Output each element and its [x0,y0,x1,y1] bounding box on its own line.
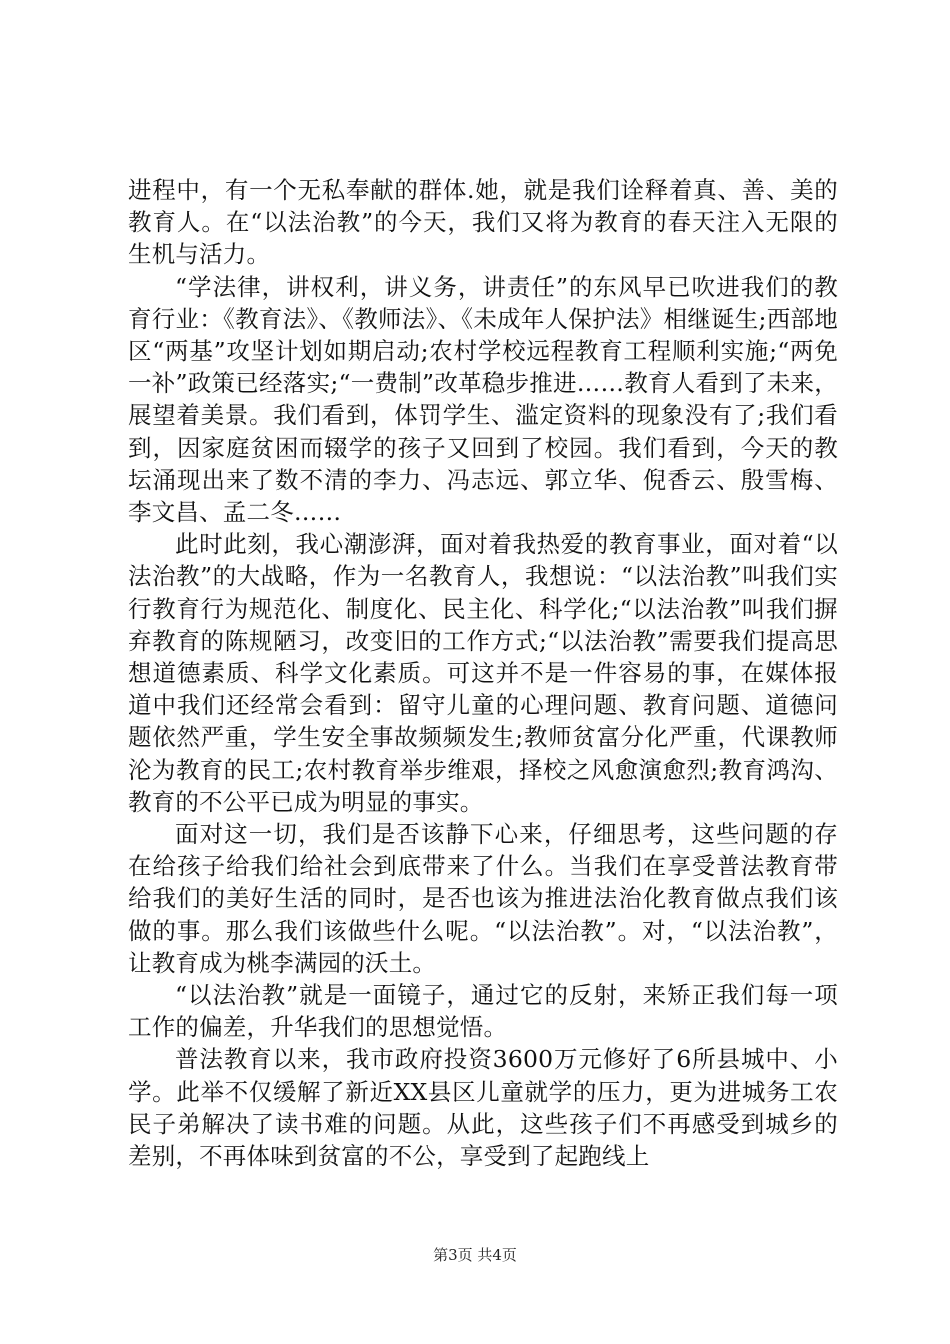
document-body [128,174,838,1172]
paragraph-law-education: “学法律，讲权利，讲义务，讲责任”的东风早已吹进我们的教育行业：《教育法》、《教师法》、《未成年人保护法》相继诞生;西部地区“两基”攻坚计划如期启动;农村学校远程教育工程顺利实施;“两免一补”政策已经落实;“一费制”改革稳步推进……教育人看到了未来，展望着美景。我们看到，体罚学生、滥定资料的现象没有了;我们看到，因家庭贫困而辍学的孩子又回到了校园。我们看到，今天的教坛涌现出来了数不清的李力、冯志远、郭立华、倪香云、殷雪梅、李文昌、孟二冬…… [128,272,838,527]
paragraph-this-moment: 此时此刻，我心潮澎湃，面对着我热爱的教育事业，面对着“以法治教”的大战略，作为一名教育人，我想说：“以法治教”叫我们实行教育行为规范化、制度化、民主化、科学化;“以法治教”叫我们摒弃教育的陈规陋习，改变旧的工作方式;“以法治教”需要我们提高思想道德素质、科学文化素质。可这并不是一件容易的事，在媒体报道中我们还经常会看到：留守儿童的心理问题、教育问题、道德问题依然严重，学生安全事故频频发生;教师贫富分化严重，代课教师沦为教育的民工;农村教育举步维艰，择校之风愈演愈烈;教育鸿沟、教育的不公平已成为明显的事实。 [128,530,838,816]
paragraph-continuation: 进程中，有一个无私奉献的群体.她，就是我们诠释着真、善、美的教育人。在“以法治教”的今天，我们又将为教育的春天注入无限的生机与活力。 [128,176,838,269]
paragraph-investment: 普法教育以来，我市政府投资3600万元修好了6所县城中、小学。此举不仅缓解了新近XX县区儿童就学的压力，更为进城务工农民子弟解决了读书难的问题。从此，这些孩子们不再感受到城乡的差别，不再体味到贫富的不公，享受到了起跑线上 [128,1045,838,1171]
paragraph-facing-all: 面对这一切，我们是否该静下心来，仔细思考，这些问题的存在给孩子给我们给社会到底带来了什么。当我们在享受普法教育带给我们的美好生活的同时，是否也该为推进法治化教育做点我们该做的事。那么我们该做些什么呢。“以法治教”。对，“以法治教”，让教育成为桃李满园的沃土。 [128,820,838,977]
paragraph-mirror: “以法治教”就是一面镜子，通过它的反射，来矫正我们每一项工作的偏差，升华我们的思想觉悟。 [128,981,838,1042]
page-number-footer: 第3页 共4页 [433,1246,517,1264]
